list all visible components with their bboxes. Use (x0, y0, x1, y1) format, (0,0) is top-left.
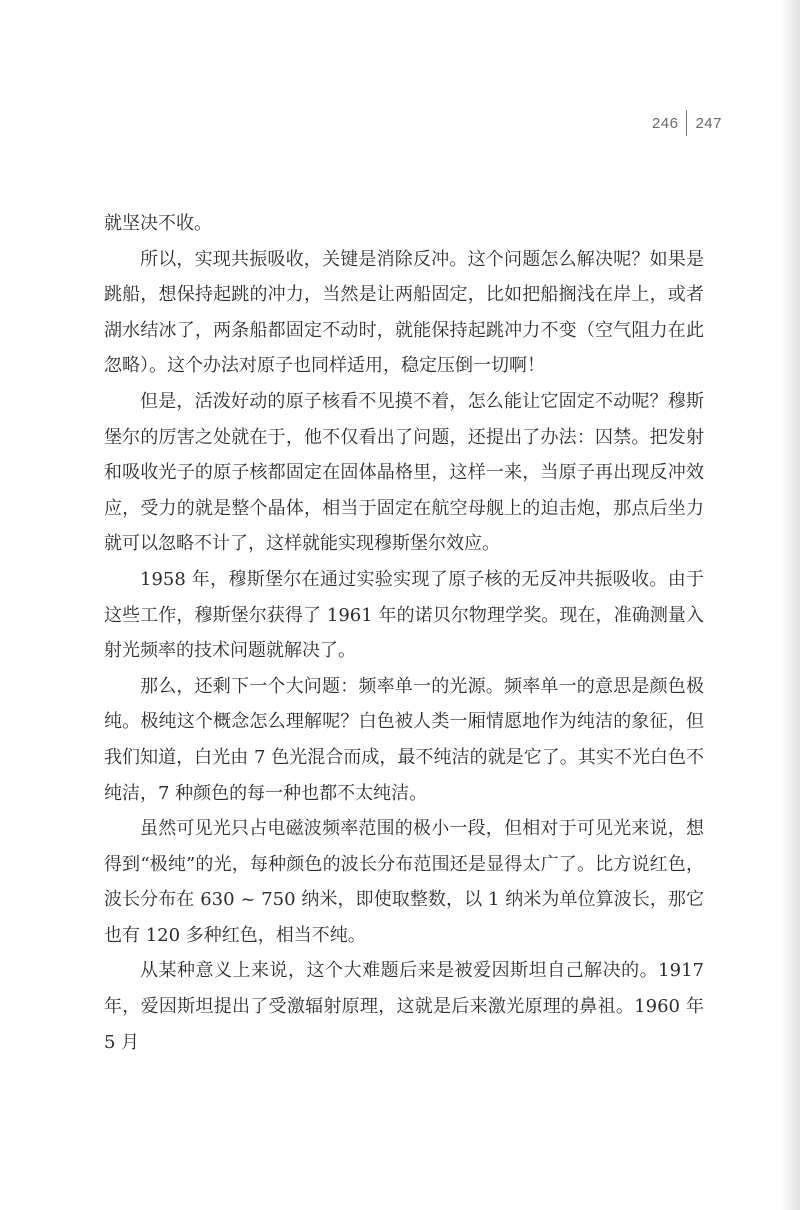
page-number-divider (686, 110, 687, 136)
page-number-left: 246 (651, 114, 679, 132)
body-text (104, 206, 704, 1060)
page-number-right: 247 (695, 114, 722, 132)
paragraph: 从某种意义上来说，这个大难题后来是被爱因斯坦自己解决的。1917年，爱因斯坦提出了受激辐射原理，这就是后来激光原理的鼻祖。1960 年 5 月 (104, 960, 704, 1053)
paragraph: 虽然可见光只占电磁波频率范围的极小一段，但相对于可见光来说，想得到“极纯”的光，每种颜色的波长分布范围还是显得太广了。比方说红色，波长分布在 630 ~ 750 纳米，即使取整数，以 1 纳米为单位算波长，那它也有 120 多种红色，相当不纯。 (104, 818, 704, 946)
page-number-header (652, 110, 722, 136)
paragraph-continuation: 就坚决不收。 (104, 213, 212, 234)
paragraph: 但是，活泼好动的原子核看不见摸不着，怎么能让它固定不动呢？穆斯堡尔的厉害之处就在于，他不仅看出了问题，还提出了办法：囚禁。把发射和吸收光子的原子核都固定在固体晶格里，这样一来，当原子再出现反冲效应，受力的就是整个晶体，相当于固定在航空母舰上的迫击炮，那点后坐力就可以忽略不计了，这样就能实现穆斯堡尔效应。 (104, 390, 704, 555)
paragraph: 所以，实现共振吸收，关键是消除反冲。这个问题怎么解决呢？如果是跳船，想保持起跳的冲力，当然是让两船固定，比如把船搁浅在岸上，或者湖水结冰了，两条船都固定不动时，就能保持起跳冲力不变（空气阻力在此忽略）。这个办法对原子也同样适用，稳定压倒一切啊！ (104, 248, 704, 377)
paragraph: 1958 年，穆斯堡尔在通过实验实现了原子核的无反冲共振吸收。由于这些工作，穆斯堡尔获得了 1961 年的诺贝尔物理学奖。现在，准确测量入射光频率的技术问题就解决了。 (104, 568, 704, 662)
page-edge-shadow (780, 0, 800, 1210)
paragraph: 那么，还剩下一个大问题：频率单一的光源。频率单一的意思是颜色极纯。极纯这个概念怎么理解呢？白色被人类一厢情愿地作为纯洁的象征，但我们知道，白光由 7 色光混合而成，最不纯洁的就是它了。其实不光白色不纯洁，7 种颜色的每一种也都不太纯洁。 (104, 675, 704, 804)
